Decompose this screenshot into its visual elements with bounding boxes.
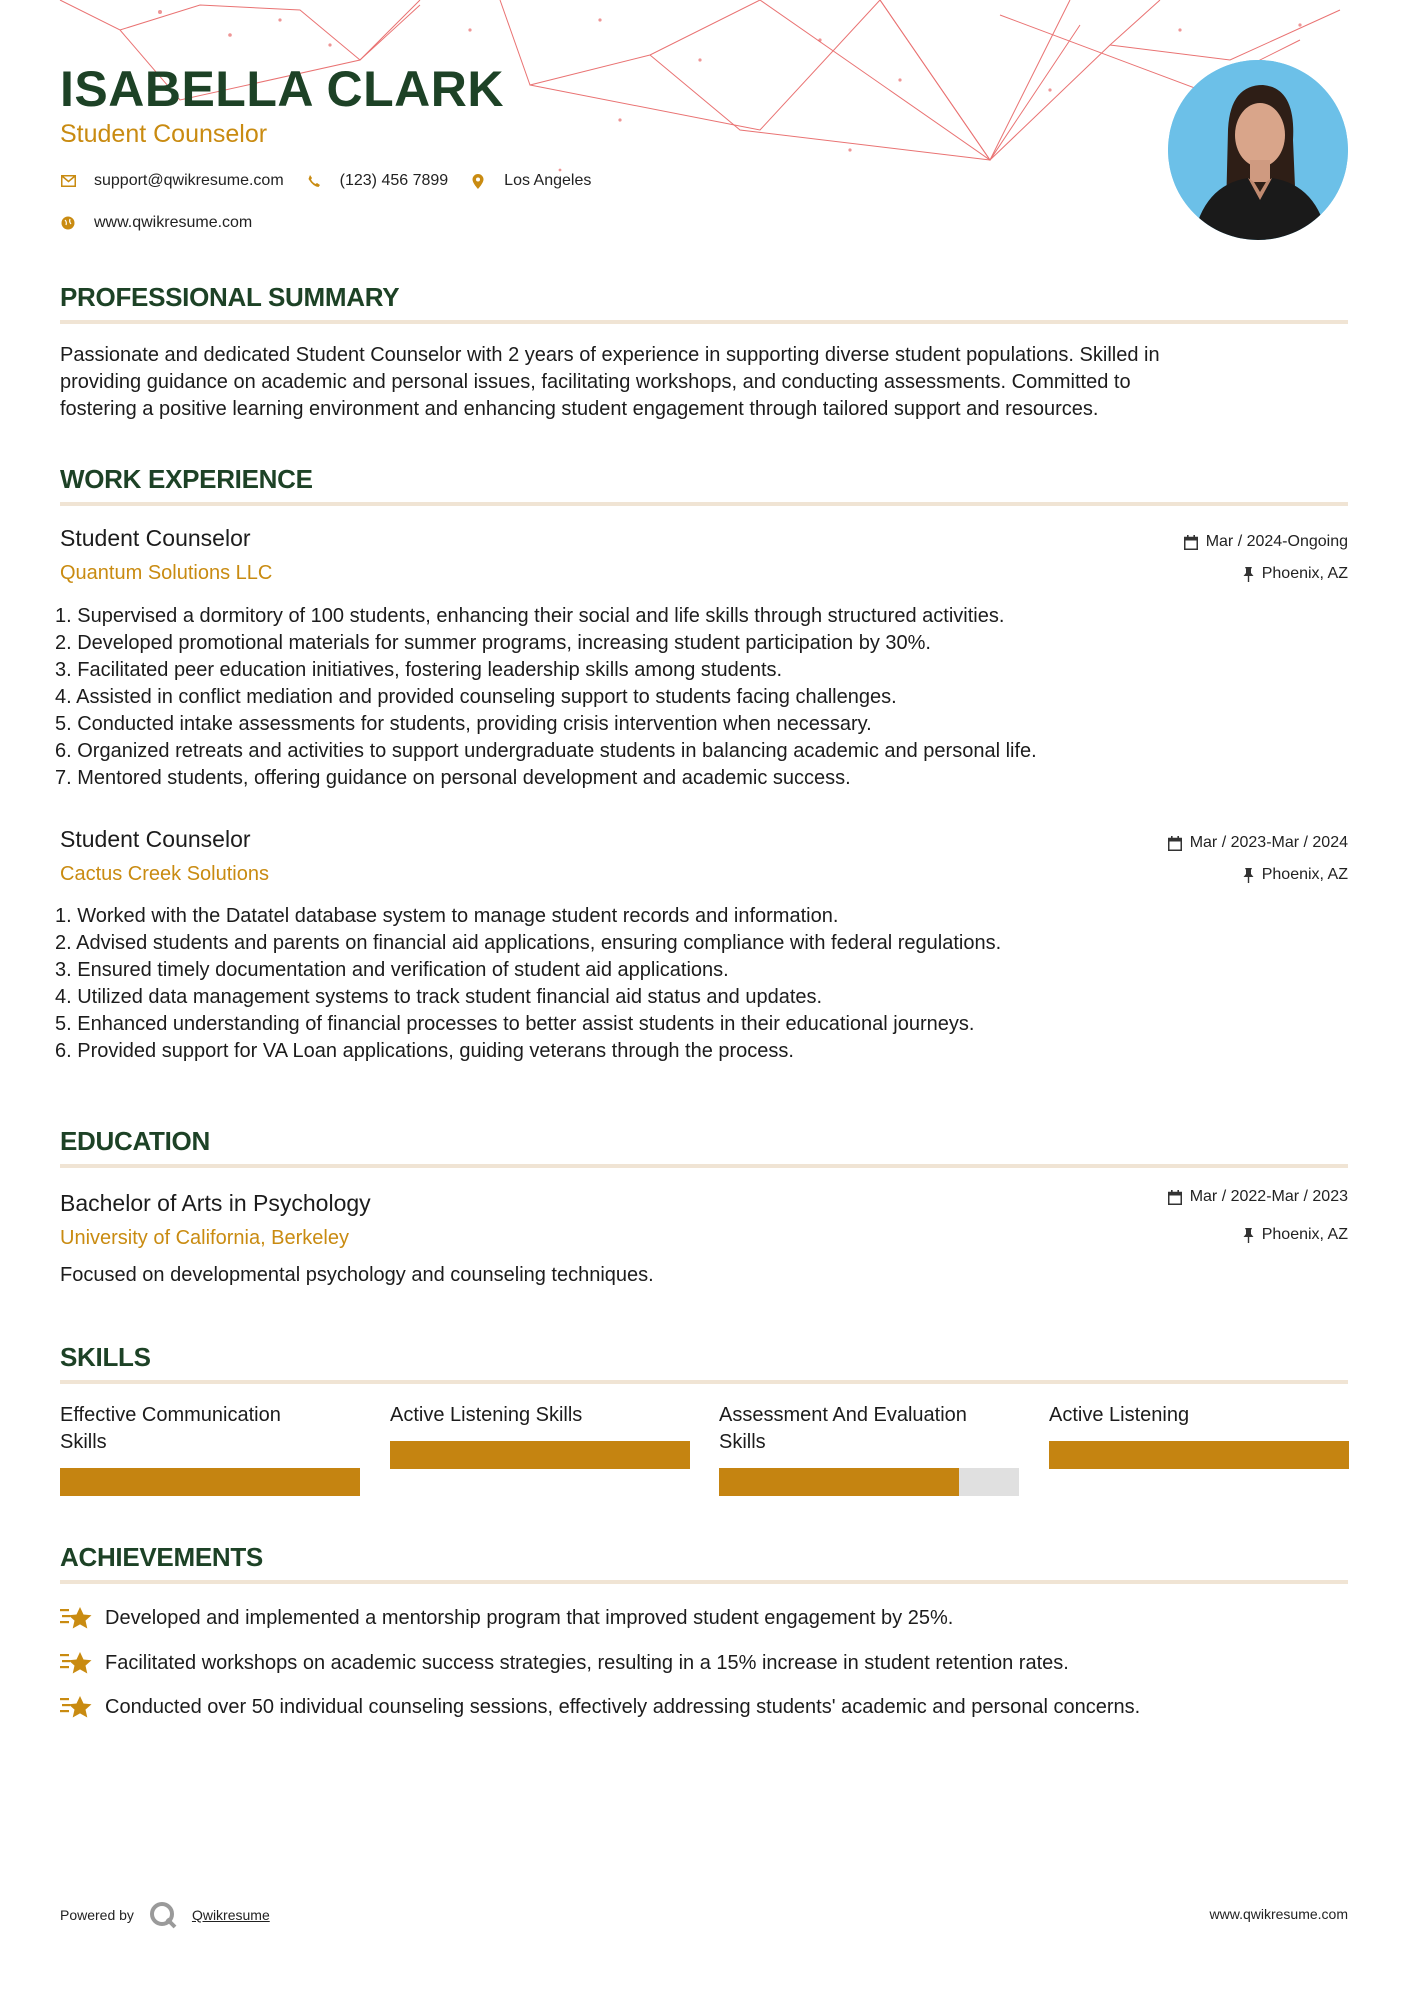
map-pin-icon	[470, 173, 486, 189]
list-item: 2. Developed promotional materials for summer programs, increasing student participation by 30%.	[55, 632, 931, 654]
job-location-text: Phoenix, AZ	[1261, 866, 1348, 883]
pushpin-icon	[1243, 1228, 1254, 1243]
contact-website[interactable]	[60, 214, 252, 232]
skill-bar-fill	[1049, 1441, 1349, 1469]
list-item: 6. Provided support for VA Loan applications, guiding veterans through the process.	[55, 1040, 794, 1062]
job-bullet-list	[55, 603, 1345, 792]
list-item: 5. Enhanced understanding of financial processes to better assist students in their educational journeys.	[55, 1013, 975, 1035]
email-text: support@qwikresume.com	[94, 172, 284, 189]
website-text: www.qwikresume.com	[94, 214, 253, 231]
job-location-text: Phoenix, AZ	[1261, 565, 1348, 582]
experience-heading: WORK EXPERIENCE	[60, 464, 313, 494]
candidate-title: Student Counselor	[60, 120, 268, 148]
summary-divider	[60, 320, 1348, 324]
job-location	[1243, 565, 1348, 583]
summary-heading: PROFESSIONAL SUMMARY	[60, 282, 400, 312]
job-dates	[1168, 834, 1348, 852]
footer-powered-by	[60, 1900, 270, 1930]
achievement-text: Developed and implemented a mentorship program that improved student engagement by 25%.	[105, 1606, 954, 1629]
skill-bar-fill	[719, 1468, 959, 1496]
qwikresume-logo-icon	[148, 1900, 178, 1930]
skill-bar	[719, 1468, 1019, 1496]
portrait-illustration	[1168, 60, 1348, 240]
skill-item	[60, 1402, 360, 1456]
degree-title: Bachelor of Arts in Psychology	[60, 1190, 371, 1216]
skill-bar	[1049, 1441, 1349, 1469]
skill-bar-fill	[60, 1468, 360, 1496]
skills-heading: SKILLS	[60, 1342, 151, 1372]
education-description: Focused on developmental psychology and counseling techniques.	[60, 1264, 654, 1286]
job-title: Student Counselor	[60, 525, 251, 551]
list-item: 1. Worked with the Datatel database system to manage student records and information.	[55, 905, 839, 927]
education-dates-text: Mar / 2022-Mar / 2023	[1189, 1188, 1348, 1205]
achievement-item	[60, 1648, 1069, 1678]
envelope-icon	[60, 173, 76, 189]
globe-icon	[60, 215, 76, 231]
contact-row-secondary	[60, 214, 274, 232]
list-item: 4. Assisted in conflict mediation and provided counseling support to students facing challenges.	[55, 686, 897, 708]
skill-name-line: Skills	[60, 1431, 107, 1453]
summary-line: providing guidance on academic and personal issues, facilitating workshops, and conducting assessments. Committed to	[60, 371, 1131, 393]
list-item: 4. Utilized data management systems to track student financial aid status and updates.	[55, 986, 823, 1008]
school-name: University of California, Berkeley	[60, 1227, 349, 1249]
list-item: 2. Advised students and parents on financial aid applications, ensuring compliance with federal regulations.	[55, 932, 1002, 954]
phone-text: (123) 456 7899	[339, 172, 449, 189]
skill-name-line: Assessment And Evaluation	[719, 1404, 967, 1426]
star-badge-icon	[60, 1692, 94, 1722]
contact-row-primary	[60, 172, 613, 190]
education-heading: EDUCATION	[60, 1126, 210, 1156]
job-company: Cactus Creek Solutions	[60, 863, 269, 885]
job-bullet-list	[55, 903, 1345, 1065]
profile-photo	[1168, 60, 1348, 240]
pushpin-icon	[1243, 868, 1254, 883]
summary-line: fostering a positive learning environment and enhancing student engagement through tailored support and resources.	[60, 398, 1099, 420]
phone-icon	[306, 173, 322, 189]
skill-item	[1049, 1402, 1349, 1429]
skill-name-line: Active Listening Skills	[390, 1404, 583, 1426]
list-item: 3. Ensured timely documentation and verification of student aid applications.	[55, 959, 729, 981]
contact-phone[interactable]	[306, 172, 449, 190]
achievement-text: Conducted over 50 individual counseling sessions, effectively addressing students' academic and personal concerns.	[105, 1695, 1141, 1718]
skill-name-line: Skills	[719, 1431, 766, 1453]
contact-email[interactable]	[60, 172, 284, 190]
experience-divider	[60, 502, 1348, 506]
skill-item	[390, 1402, 690, 1429]
skill-item	[719, 1402, 1019, 1456]
footer-brand-link[interactable]: Qwikresume	[191, 1907, 270, 1923]
skill-name-line: Active Listening	[1049, 1404, 1190, 1426]
calendar-icon	[1184, 535, 1198, 550]
pushpin-icon	[1243, 567, 1254, 582]
education-dates	[1168, 1188, 1348, 1206]
summary-line: Passionate and dedicated Student Counselor with 2 years of experience in supporting diverse student populations. Skilled in	[60, 344, 1160, 366]
candidate-name: ISABELLA CLARK	[60, 61, 505, 117]
list-item: 6. Organized retreats and activities to support undergraduate students in balancing academic and personal life.	[55, 740, 1037, 762]
calendar-icon	[1168, 836, 1182, 851]
summary-text	[60, 342, 1348, 423]
list-item: 3. Facilitated peer education initiatives, fostering leadership skills among students.	[55, 659, 783, 681]
education-location	[1243, 1226, 1348, 1244]
achievements-divider	[60, 1580, 1348, 1584]
job-location	[1243, 866, 1348, 884]
calendar-icon	[1168, 1190, 1182, 1205]
job-company: Quantum Solutions LLC	[60, 562, 273, 584]
list-item: 1. Supervised a dormitory of 100 students, enhancing their social and life skills through structured activities.	[55, 605, 1005, 627]
star-badge-icon	[60, 1603, 94, 1633]
achievement-text: Facilitated workshops on academic success strategies, resulting in a 15% increase in student retention rates.	[105, 1651, 1069, 1674]
job-dates-text: Mar / 2023-Mar / 2024	[1189, 834, 1348, 851]
job-title: Student Counselor	[60, 826, 251, 852]
education-location-text: Phoenix, AZ	[1261, 1226, 1348, 1243]
location-text: Los Angeles	[504, 172, 592, 189]
list-item: 7. Mentored students, offering guidance on personal development and academic success.	[55, 767, 851, 789]
skill-bar	[60, 1468, 360, 1496]
star-badge-icon	[60, 1648, 94, 1678]
skill-bar	[390, 1441, 690, 1469]
contact-location	[470, 172, 591, 190]
job-dates	[1184, 533, 1348, 551]
skill-name-line: Effective Communication	[60, 1404, 281, 1426]
skills-divider	[60, 1380, 1348, 1384]
achievement-item	[60, 1692, 1140, 1722]
footer-website-link[interactable]: www.qwikresume.com	[1209, 1906, 1348, 1922]
powered-by-label: Powered by	[60, 1907, 134, 1923]
skill-bar-fill	[390, 1441, 690, 1469]
education-divider	[60, 1164, 1348, 1168]
job-dates-text: Mar / 2024-Ongoing	[1205, 533, 1348, 550]
achievement-item	[60, 1603, 953, 1633]
list-item: 5. Conducted intake assessments for students, providing crisis intervention when necessary.	[55, 713, 872, 735]
achievements-heading: ACHIEVEMENTS	[60, 1542, 263, 1572]
